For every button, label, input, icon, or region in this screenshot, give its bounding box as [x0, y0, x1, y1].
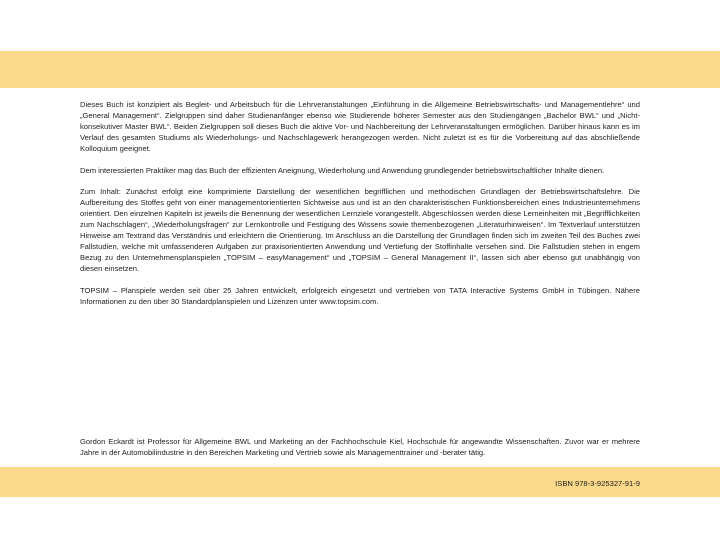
top-accent-band [0, 51, 720, 88]
author-bio: Gordon Eckardt ist Professor für Allgemeine BWL und Marketing an der Fachhochschule Kiel, Hochschule für angewandte Wissenschaften. Zuvor war er mehrere Jahre in der Automobilindustrie in den Bereichen Marketing und Vertrieb sowie als Managementtrainer und -berater tätig. [80, 437, 640, 457]
practitioner-paragraph: Dem interessierten Praktiker mag das Buch der effizienten Aneignung, Wiederholung und Anwendung grundlegender betriebswirtschaftlicher Inhalte dienen. [80, 165, 605, 175]
content-paragraph: Zum Inhalt: Zunächst erfolgt eine komprimierte Darstellung der wesentlichen begrifflichen und methodischen Grundlagen der Betriebswirtschaftslehre. Die Aufbereitung des Stoffes geht von einer managementorientierten Sichtweise aus und ist an den charakteristischen Funktionsbereichen eines Industrieunternehmens orientiert. Den einzelnen Kapiteln ist jeweils die Benennung der wesentlichen Lernziele vorangestellt. Abgeschlossen werden diese Lerneinheiten mit „Begrifflichkeiten zum Nachschlagen“, „Wiederholungsfragen“ zur Lernkontrolle und Festigung des Wissens sowie themenbezogenen „Literaturhinweisen“. Im Textverlauf unterstützen Hinweise am Textrand das Verständnis und erleichtern die Orientierung. Im Anschluss an die Darstellung der Grundlagen finden sich im zweiten Teil des Buches zwei Fallstudien, welche mit umfassenderen Aufgaben zur praxisorientierten Anwendung und Vertiefung der Stoffinhalte versehen sind. Die Fallstudien stehen in engem Bezug zu den Unternehmensplanspielen „TOPSIM – easyManagement“ und „TOPSIM – General Management II“, lassen sich aber ebenso gut unabhängig von diesen einsetzen. [80, 187, 640, 273]
blurb-text [80, 100, 640, 319]
intro-paragraph: Dieses Buch ist konzipiert als Begleit- und Arbeitsbuch für die Lehrveranstaltungen „Einführung in die Allgemeine Betriebswirtschafts- und Managementlehre“ und „General Management“. Zielgruppen sind daher Studienanfänger ebenso wie Studierende höherer Semester aus den Studiengängen „Bachelor BWL“ und „Nicht-konsekutiver Master BWL“. Beiden Zielgruppen soll dieses Buch die aktive Vor- und Nachbereitung der Lehrveranstaltungen ermöglichen. Darüber hinaus kann es im Verlauf des gesamten Studiums als Wiederholungs- und Nachschlagewerk herangezogen werden. Nicht zuletzt ist es für die Vorbereitung auf das abschließende Kolloquium geeignet. [80, 100, 640, 153]
isbn-label: ISBN 978-3-925327-91-9 [555, 479, 640, 488]
topsim-paragraph: TOPSIM – Planspiele werden seit über 25 Jahren entwickelt, erfolgreich eingesetzt und vertrieben von TATA Interactive Systems GmbH in Tübingen. Nähere Informationen zu den über 30 Standardplanspielen und Lizenzen unter www.topsim.com. [80, 285, 640, 306]
